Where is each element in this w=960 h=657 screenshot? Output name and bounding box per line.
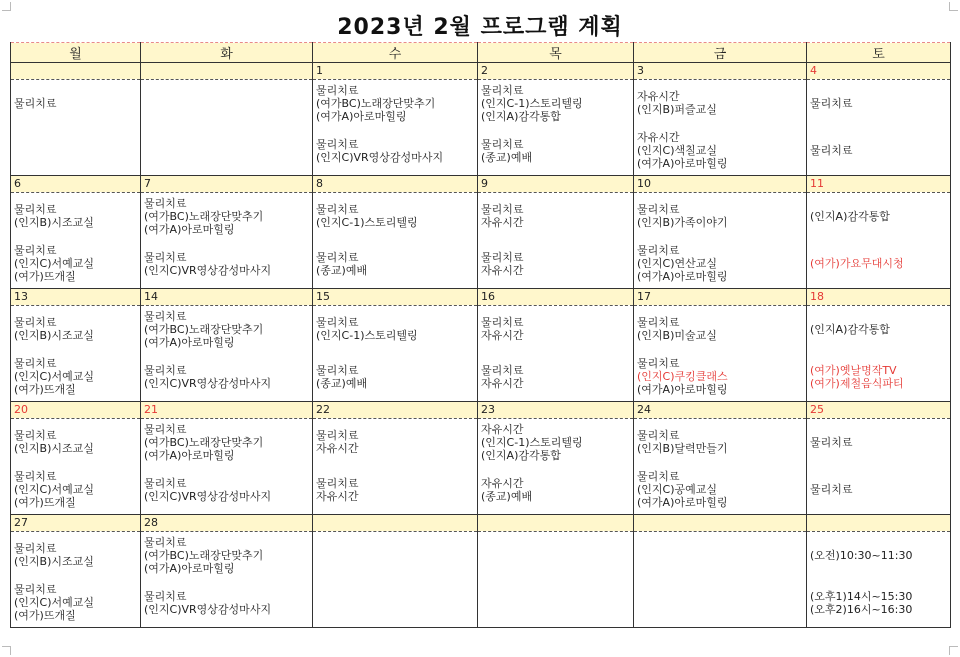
- activity-item: (여가BC)노래장단맞추기: [316, 96, 436, 110]
- activity-item: 물리치료: [810, 483, 853, 496]
- activity-row: [11, 80, 951, 127]
- date-cell: 8: [313, 176, 478, 193]
- activity-item: 자유시간: [637, 131, 680, 144]
- weekday-header: 목: [478, 43, 634, 63]
- activity-item: (인지C)서예교실: [14, 370, 95, 383]
- activity-item: 물리치료: [144, 309, 187, 323]
- activity-item: (인지C-1)스토리텔링: [481, 96, 583, 110]
- activity-row: [11, 419, 951, 466]
- activity-item: 물리치료: [481, 203, 524, 216]
- activity-item: 물리치료: [637, 244, 680, 257]
- activity-item: (여가)뜨개질: [14, 270, 76, 283]
- activity-item: (인지C-1)스토리텔링: [316, 329, 418, 342]
- date-cell: 21: [141, 402, 313, 419]
- activity-row: [11, 532, 951, 579]
- activity-item: (여가)뜨개질: [14, 496, 76, 509]
- activity-cell: [313, 352, 478, 402]
- activity-cell: [11, 126, 141, 176]
- activity-item: (종교)예배: [316, 263, 368, 277]
- date-cell: [141, 63, 313, 80]
- date-cell: 28: [141, 515, 313, 532]
- activity-cell: [634, 80, 807, 127]
- activity-cell: [478, 239, 634, 289]
- date-cell: [807, 515, 951, 532]
- activity-item: (여가A)아로마힐링: [144, 222, 235, 236]
- activity-item: 물리치료: [316, 476, 359, 490]
- activity-cell: [313, 80, 478, 127]
- activity-cell: [807, 306, 951, 353]
- activity-item: (인지C)연산교실: [637, 257, 718, 270]
- activity-cell: [313, 532, 478, 579]
- activity-item: 자유시간: [316, 489, 359, 503]
- activity-item: 물리치료: [14, 203, 57, 216]
- activity-cell: [634, 419, 807, 466]
- activity-item: (종교)예배: [316, 376, 368, 390]
- activity-item: 자유시간: [316, 442, 359, 455]
- activity-cell: [807, 126, 951, 176]
- activity-item: (인지C)공예교실: [637, 483, 718, 496]
- activity-item: (여가)뜨개질: [14, 609, 76, 622]
- activity-cell: [11, 80, 141, 127]
- activity-cell: [141, 80, 313, 127]
- activity-item: (인지B)달력만들기: [637, 442, 728, 455]
- date-cell: [634, 515, 807, 532]
- activity-item: 물리치료: [316, 137, 359, 151]
- weekday-header: 토: [807, 43, 951, 63]
- activity-item: 물리치료: [144, 363, 187, 377]
- activity-cell: [807, 352, 951, 402]
- date-cell: [11, 63, 141, 80]
- activity-item: (오후1)14시~15:30: [810, 589, 913, 603]
- activity-cell: [141, 126, 313, 176]
- activity-item: 자유시간: [637, 90, 680, 103]
- activity-cell: [313, 193, 478, 240]
- date-cell: 7: [141, 176, 313, 193]
- calendar-body: [11, 63, 951, 628]
- activity-item: (인지B)퍼즐교실: [637, 103, 717, 116]
- activity-item: (인지A)감각통합: [810, 209, 890, 223]
- activity-item: 자유시간: [481, 422, 524, 436]
- activity-item: (여가A)아로마힐링: [637, 383, 728, 396]
- activity-cell: [478, 419, 634, 466]
- date-cell: 18: [807, 289, 951, 306]
- activity-item: 물리치료: [316, 363, 359, 377]
- activity-row: [11, 126, 951, 176]
- activity-item: 물리치료: [316, 250, 359, 264]
- activity-cell: [313, 239, 478, 289]
- page-corner-mark: [949, 646, 958, 655]
- date-row: [11, 289, 951, 306]
- activity-cell: [634, 352, 807, 402]
- weekday-header-row: [11, 43, 951, 63]
- date-row: [11, 63, 951, 80]
- activity-item: (인지B)미술교실: [637, 329, 717, 342]
- activity-cell: [313, 465, 478, 515]
- date-cell: [313, 515, 478, 532]
- date-cell: 20: [11, 402, 141, 419]
- activity-item: 물리치료: [481, 363, 524, 377]
- activity-item: 물리치료: [316, 203, 359, 216]
- activity-cell: [634, 532, 807, 579]
- date-cell: 15: [313, 289, 478, 306]
- activity-item: 자유시간: [481, 376, 524, 390]
- activity-cell: [11, 193, 141, 240]
- activity-cell: [141, 419, 313, 466]
- activity-item: 물리치료: [810, 144, 853, 157]
- activity-item: (여가A)아로마힐링: [144, 448, 235, 462]
- activity-cell: [634, 126, 807, 176]
- activity-item: 물리치료: [144, 422, 187, 436]
- activity-cell: [478, 532, 634, 579]
- date-cell: 27: [11, 515, 141, 532]
- activity-item: 물리치료: [144, 196, 187, 210]
- activity-item: 자유시간: [481, 476, 524, 490]
- activity-item: 물리치료: [637, 203, 680, 216]
- activity-cell: [11, 352, 141, 402]
- activity-item: 물리치료: [810, 435, 853, 449]
- activity-item: 물리치료: [14, 357, 57, 370]
- activity-cell: [141, 578, 313, 628]
- activity-item: 물리치료: [14, 470, 57, 483]
- activity-cell: [478, 306, 634, 353]
- activity-item: 물리치료: [14, 583, 57, 596]
- activity-item: 물리치료: [316, 316, 359, 329]
- date-cell: 3: [634, 63, 807, 80]
- activity-cell: [141, 532, 313, 579]
- activity-item: 물리치료: [481, 83, 524, 97]
- activity-cell: [634, 193, 807, 240]
- activity-item: 물리치료: [481, 137, 524, 151]
- activity-item: 물리치료: [144, 535, 187, 549]
- activity-item: 물리치료: [316, 429, 359, 442]
- activity-item: (인지A)감각통합: [481, 448, 561, 462]
- activity-item: (여가)제철음식파티: [810, 376, 904, 390]
- activity-item: 물리치료: [14, 244, 57, 257]
- activity-item: (여가BC)노래장단맞추기: [144, 435, 264, 449]
- activity-item: 물리치료: [637, 470, 680, 483]
- activity-item: 물리치료: [14, 96, 57, 110]
- date-cell: 1: [313, 63, 478, 80]
- activity-cell: [313, 419, 478, 466]
- activity-cell: [634, 465, 807, 515]
- date-cell: 17: [634, 289, 807, 306]
- activity-item: (종교)예배: [481, 150, 533, 164]
- activity-cell: [634, 239, 807, 289]
- activity-row: [11, 352, 951, 402]
- activity-item: (여가)가요무대시청: [810, 257, 904, 270]
- activity-cell: [478, 80, 634, 127]
- activity-cell: [807, 193, 951, 240]
- activity-cell: [807, 578, 951, 628]
- date-cell: 11: [807, 176, 951, 193]
- activity-item: (여가)뜨개질: [14, 383, 76, 396]
- activity-cell: [141, 239, 313, 289]
- activity-item: 물리치료: [144, 589, 187, 603]
- activity-item: (여가A)아로마힐링: [316, 109, 407, 123]
- activity-cell: [141, 465, 313, 515]
- activity-item: (인지A)감각통합: [481, 109, 561, 123]
- activity-cell: [11, 419, 141, 466]
- activity-item: (인지B)시조교실: [14, 555, 94, 568]
- activity-item: 물리치료: [810, 96, 853, 110]
- activity-item: 물리치료: [144, 476, 187, 490]
- date-row: [11, 402, 951, 419]
- activity-item: (인지C)VR영상감성마사지: [144, 263, 272, 277]
- activity-cell: [478, 465, 634, 515]
- activity-row: [11, 465, 951, 515]
- date-cell: [478, 515, 634, 532]
- activity-row: [11, 578, 951, 628]
- activity-item: 물리치료: [14, 429, 57, 442]
- date-cell: 9: [478, 176, 634, 193]
- program-calendar-table: [10, 42, 951, 628]
- activity-cell: [11, 465, 141, 515]
- page-title: 2023년 2월 프로그램 계획: [337, 15, 623, 40]
- activity-cell: [478, 126, 634, 176]
- weekday-header: 수: [313, 43, 478, 63]
- activity-item: 자유시간: [481, 216, 524, 229]
- activity-cell: [313, 306, 478, 353]
- date-cell: 24: [634, 402, 807, 419]
- activity-item: (인지B)시조교실: [14, 329, 94, 342]
- activity-cell: [313, 126, 478, 176]
- activity-cell: [478, 352, 634, 402]
- activity-cell: [478, 193, 634, 240]
- activity-item: (오후2)16시~16:30: [810, 602, 913, 616]
- activity-item: (오전)10:30~11:30: [810, 548, 913, 562]
- date-cell: 23: [478, 402, 634, 419]
- activity-cell: [11, 306, 141, 353]
- date-row: [11, 515, 951, 532]
- activity-cell: [141, 306, 313, 353]
- page-corner-mark: [2, 646, 11, 655]
- activity-item: (인지B)가족이야기: [637, 216, 728, 229]
- activity-item: (인지B)시조교실: [14, 216, 94, 229]
- activity-cell: [807, 80, 951, 127]
- activity-item: (인지C-1)스토리텔링: [481, 435, 583, 449]
- activity-item: (인지A)감각통합: [810, 322, 890, 336]
- activity-item: 자유시간: [481, 263, 524, 277]
- activity-cell: [478, 578, 634, 628]
- activity-item: 물리치료: [481, 250, 524, 264]
- activity-item: (인지C)서예교실: [14, 483, 95, 496]
- weekday-header: 금: [634, 43, 807, 63]
- activity-row: [11, 193, 951, 240]
- activity-item: (여가BC)노래장단맞추기: [144, 322, 264, 336]
- activity-item: 자유시간: [481, 329, 524, 342]
- date-cell: 10: [634, 176, 807, 193]
- date-cell: 25: [807, 402, 951, 419]
- activity-cell: [11, 239, 141, 289]
- activity-item: (인지C-1)스토리텔링: [316, 216, 418, 229]
- activity-cell: [634, 578, 807, 628]
- date-cell: 2: [478, 63, 634, 80]
- activity-item: (여가BC)노래장단맞추기: [144, 548, 264, 562]
- date-cell: 22: [313, 402, 478, 419]
- activity-item: 물리치료: [481, 316, 524, 329]
- activity-cell: [807, 419, 951, 466]
- weekday-header: 월: [11, 43, 141, 63]
- date-cell: 14: [141, 289, 313, 306]
- activity-item: (여가A)아로마힐링: [144, 335, 235, 349]
- activity-cell: [141, 352, 313, 402]
- activity-item: (인지C)VR영상감성마사지: [144, 376, 272, 390]
- date-cell: 13: [11, 289, 141, 306]
- activity-item: 물리치료: [144, 250, 187, 264]
- date-cell: 16: [478, 289, 634, 306]
- date-cell: 6: [11, 176, 141, 193]
- weekday-header: 화: [141, 43, 313, 63]
- activity-cell: [634, 306, 807, 353]
- activity-cell: [11, 578, 141, 628]
- activity-cell: [313, 578, 478, 628]
- activity-item: (인지C)VR영상감성마사지: [144, 602, 272, 616]
- activity-item: 물리치료: [637, 357, 680, 370]
- activity-cell: [807, 532, 951, 579]
- activity-item: (여가A)아로마힐링: [144, 561, 235, 575]
- activity-cell: [807, 465, 951, 515]
- activity-item: (종교)예배: [481, 489, 533, 503]
- activity-item: 물리치료: [637, 316, 680, 329]
- activity-item: (인지B)시조교실: [14, 442, 94, 455]
- activity-item: 물리치료: [637, 429, 680, 442]
- activity-item: (인지C)쿠킹클래스: [637, 370, 728, 383]
- activity-item: 물리치료: [14, 316, 57, 329]
- activity-row: [11, 239, 951, 289]
- activity-item: 물리치료: [14, 542, 57, 555]
- date-row: [11, 176, 951, 193]
- activity-item: (여가A)아로마힐링: [637, 157, 728, 170]
- activity-item: (여가A)아로마힐링: [637, 496, 728, 509]
- activity-item: 물리치료: [316, 83, 359, 97]
- activity-item: (여가BC)노래장단맞추기: [144, 209, 264, 223]
- activity-item: (인지C)색칠교실: [637, 144, 718, 157]
- activity-item: (여가A)아로마힐링: [637, 270, 728, 283]
- activity-item: (인지C)서예교실: [14, 257, 95, 270]
- activity-cell: [807, 239, 951, 289]
- activity-cell: [141, 193, 313, 240]
- activity-row: [11, 306, 951, 353]
- date-cell: 4: [807, 63, 951, 80]
- activity-item: (인지C)VR영상감성마사지: [316, 150, 444, 164]
- activity-item: (여가)옛날명작TV: [810, 363, 897, 377]
- activity-item: (인지C)VR영상감성마사지: [144, 489, 272, 503]
- activity-item: (인지C)서예교실: [14, 596, 95, 609]
- activity-cell: [11, 532, 141, 579]
